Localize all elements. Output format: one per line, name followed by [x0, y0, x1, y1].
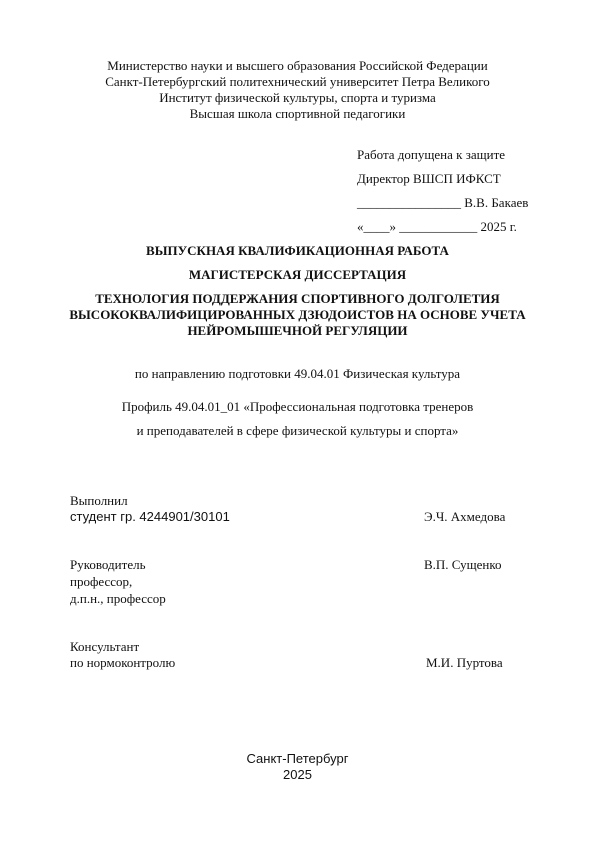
consultant-role: по нормоконтролю	[70, 655, 176, 670]
program-profile-1: Профиль 49.04.01_01 «Профессиональная подготовка тренеров	[121, 399, 474, 414]
consultant-name: М.И. Пуртова	[426, 655, 503, 670]
work-subtype: МАГИСТЕРСКАЯ ДИССЕРТАЦИЯ	[188, 267, 407, 282]
footer-year: 2025	[283, 767, 312, 782]
consultant-label: Консультант	[70, 639, 140, 654]
supervisor-title-2: д.п.н., профессор	[70, 591, 166, 606]
student-group: студент гр. 4244901/30101	[70, 509, 230, 524]
approval-signature: ________________ В.В. Бакаев	[357, 195, 529, 210]
topic-line-3: НЕЙРОМЫШЕЧНОЙ РЕГУЛЯЦИИ	[187, 323, 408, 338]
student-name: Э.Ч. Ахмедова	[424, 509, 506, 524]
supervisor-title-1: профессор,	[70, 574, 133, 589]
footer-city: Санкт-Петербург	[246, 751, 349, 766]
work-type: ВЫПУСКНАЯ КВАЛИФИКАЦИОННАЯ РАБОТА	[146, 243, 449, 258]
executor-label: Выполнил	[70, 493, 128, 508]
institute-line: Институт физической культуры, спорта и туризма	[159, 90, 436, 105]
program-direction: по направлению подготовки 49.04.01 Физическая культура	[134, 366, 461, 381]
university-line: Санкт-Петербургский политехнический университет Петра Великого	[105, 74, 490, 89]
school-line: Высшая школа спортивной педагогики	[189, 106, 406, 121]
approval-admitted: Работа допущена к защите	[357, 147, 506, 162]
topic-line-1: ТЕХНОЛОГИЯ ПОДДЕРЖАНИЯ СПОРТИВНОГО ДОЛГОЛЕТИЯ	[95, 291, 500, 306]
supervisor-label: Руководитель	[70, 557, 146, 572]
approval-director: Директор ВШСП ИФКСТ	[357, 171, 501, 186]
ministry-line: Министерство науки и высшего образования Российской Федерации	[107, 58, 488, 73]
approval-date: «____» ____________ 2025 г.	[357, 219, 517, 234]
program-profile-2: и преподавателей в сфере физической культуры и спорта»	[136, 423, 459, 438]
supervisor-name: В.П. Сущенко	[424, 557, 502, 572]
topic-line-2: ВЫСОКОКВАЛИФИЦИРОВАННЫХ ДЗЮДОИСТОВ НА ОСНОВЕ УЧЕТА	[69, 307, 526, 322]
